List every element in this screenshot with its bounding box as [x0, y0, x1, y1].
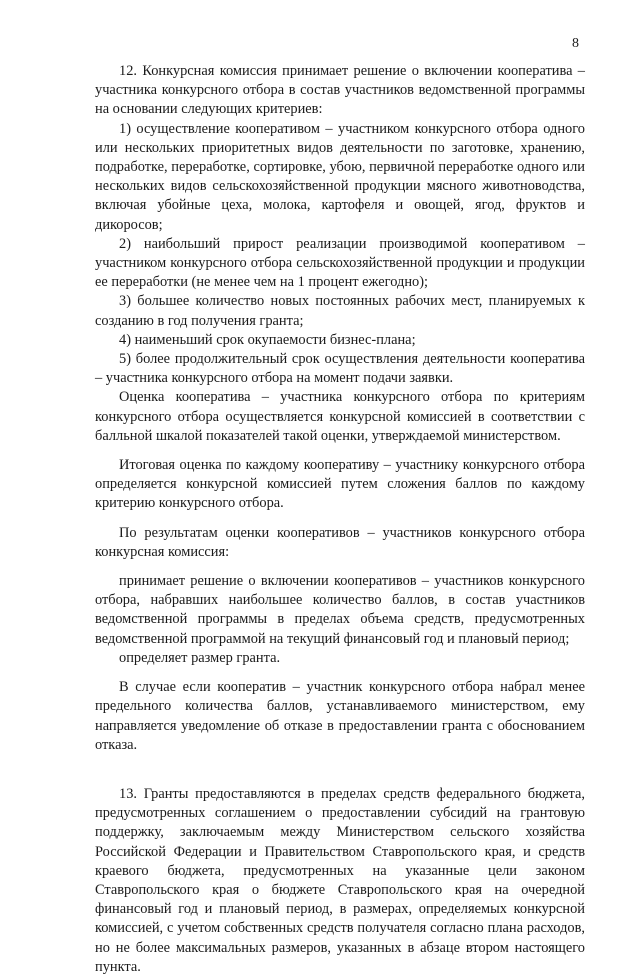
criterion-4: 4) наименьший срок окупаемости бизнес-плана;	[119, 331, 416, 348]
criterion-3: 3) большее количество новых постоянных рабочих мест, планируемых к созданию в год получения гранта;	[95, 293, 585, 329]
refusal-paragraph: В случае если кооператив – участник конкурсного отбора набрал менее предельного количества баллов, устанавливаемого министерством, ему направляется уведомление об отказе в предоставлении гранта с обоснованием отказа.	[95, 679, 585, 753]
grant-size-paragraph: определяет размер гранта.	[119, 649, 281, 666]
document-body	[95, 62, 585, 977]
criterion-2: 2) наибольший прирост реализации производимой кооперативом – участником конкурсного отбора сельскохозяйственной продукции и продукции ее переработки (не менее чем на 1 процент ежегодно);	[95, 235, 585, 291]
decision-paragraph: принимает решение о включении кооперативов – участников конкурсного отбора, набравших наибольшее количество баллов, в состав участников ведомственной программы в пределах объема средств, предусмотренных ведомственной программой на текущий финансовый год и плановый период;	[95, 573, 585, 647]
criterion-1: 1) осуществление кооперативом – участником конкурсного отбора одного или нескольких приоритетных видов деятельности по заготовке, хранению, подработке, переработке, сортировке, убою, первичной переработке одного или нескольких видов сельскохозяйственной продукции мясного животноводства, включая убойные цеха, молока, картофеля и овощей, ягод, фруктов и дикоросов;	[95, 120, 585, 233]
final-score-paragraph: Итоговая оценка по каждому кооперативу – участнику конкурсного отбора определяется конкурсной комиссией путем сложения баллов по каждому критерию конкурсного отбора.	[95, 457, 585, 512]
page-number: 8	[572, 36, 579, 51]
paragraph-13: 13. Гранты предоставляются в пределах средств федерального бюджета, предусмотренных соглашением о предоставлении субсидий на грантовую поддержку, заключаемым между Министерством сельского хозяйства Российской Федерации и Правительством Ставропольского края, и средств краевого бюджета, предусмотренных на указанные цели законом Ставропольского края о бюджете Ставропольского края на очередной финансовый год и плановый период, в размерах, определяемых конкурсной комиссией, с учетом собственных средств получателя согласно плана расходов, но не более максимальных размеров, указанных в абзаце втором настоящего пункта.	[95, 785, 585, 975]
results-paragraph: По результатам оценки кооперативов – участников конкурсного отбора конкурсная комиссия:	[95, 524, 585, 560]
criterion-5: 5) более продолжительный срок осуществления деятельности кооператива – участника конкурсного отбора на момент подачи заявки.	[95, 351, 585, 387]
assessment-paragraph: Оценка кооператива – участника конкурсного отбора по критериям конкурсного отбора осуществляется конкурсной комиссией в соответствии с балльной шкалой показателей такой оценки, утверждаемой министерством.	[95, 389, 585, 444]
paragraph-12-intro: 12. Конкурсная комиссия принимает решение о включении кооператива – участника конкурсного отбора в состав участников ведомственной программы на основании следующих критериев:	[95, 63, 585, 118]
